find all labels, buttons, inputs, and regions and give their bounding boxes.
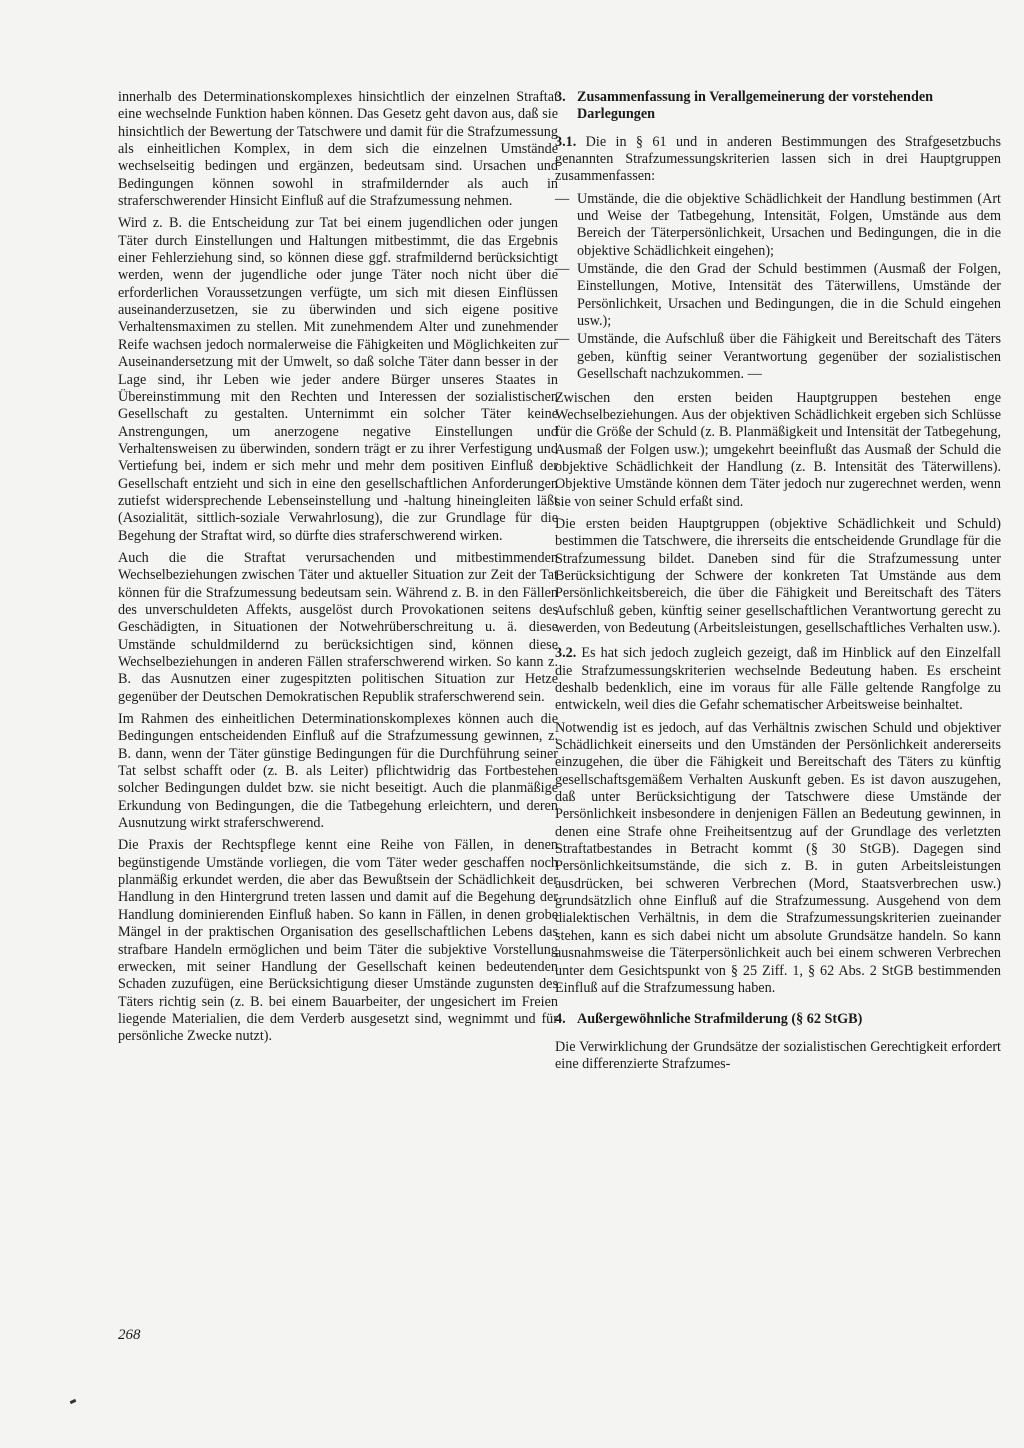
subsection-number: 3.2. xyxy=(555,645,577,662)
section-number: 3. xyxy=(555,89,566,105)
body-paragraph: Wird z. B. die Entscheidung zur Tat bei einem jugendlichen oder jungen Täter durch Einstellungen und Haltungen mitbestimmt, die das Ergebnis einer Fehlerziehung sind, so können diese ggf. strafmildernd berücksichtigt werden, wenn der jugendliche oder junge Täter noch nicht über die erforderlichen Voraussetzungen verfügte, um sich mit diesen Einflüssen auseinanderzusetzen, sie zu überwinden und sich eigene positive Verhaltensmaximen zu stellen. Mit zunehmendem Alter und zunehmender Reife wachsen jedoch normalerweise die Fähigkeiten und Möglichkeiten zur Auseinandersetzung mit der Umwelt, so daß solche Täter dann besser in der Lage sind, ihr Leben wie jeder andere Bürger unseres Staates in Übereinstimmung mit den Rechten und Interessen der sozialistischen Gesellschaft zu gestalten. Unternimmt ein solcher Täter keine Anstrengungen, um anerzogene negative Einstellungen und Verhaltensweisen zu überwinden, sondern trägt er zu ihrer Verfestigung und Vertiefung bei, indem er sich mehr und mehr dem positiven Einfluß der Gesellschaft entzieht und sich in eine den gesellschaftlichen Anforderungen zutiefst widersprechende Lebenseinstellung und -haltung hineingleiten läßt (Asozialität, sittlich-soziale Verwahrlosung), die zur Grundlage für die Begehung der Straftat wird, so dürfte dies straferschwerend wirken. xyxy=(118,215,558,544)
body-paragraph: Die Verwirklichung der Grundsätze der sozialistischen Gerechtigkeit erfordert eine differenzierte Strafzumes- xyxy=(555,1038,1001,1072)
list-item xyxy=(555,191,1001,260)
section-title: Zusammenfassung in Verallgemeinerung der vorstehenden Darlegungen xyxy=(577,89,934,123)
list-item-text: Umstände, die den Grad der Schuld bestimmen (Ausmaß der Folgen, Einstellungen, Motive, Intensität des Täterwillens, Umstände der Persönlichkeit, Ursachen und Bedingungen, die in die Schuld eingehen usw.); xyxy=(577,261,1001,330)
body-paragraph: Zwischen den ersten beiden Hauptgruppen bestehen enge Wechselbeziehungen. Aus der objektiven Schädlichkeit ergeben sich Schlüsse für die Größe der Schuld (z. B. Planmäßigkeit und Intensität der Tatbegehung, Ausmaß der Folgen usw.); umgekehrt beeinflußt das Ausmaß der Schuld die objektive Schädlichkeit der Handlung (z. B. Intensität des Täterwillens). Objektive Umstände können dem Täter jedoch nur zugerechnet werden, wenn sie von seiner Schuld erfaßt sind. xyxy=(555,389,1001,510)
subsection-text: Es hat sich jedoch zugleich gezeigt, daß im Hinblick auf den Einzelfall die Strafzumessungskriterien wechselnde Bedeutung haben. Es erscheint deshalb bedenklich, eine im voraus für alle Fälle geltende Rangfolge zu entwickeln, weil dies die Gefahr schematischer Arbeitsweise beinhaltet. xyxy=(555,645,1001,714)
section-heading-3 xyxy=(555,89,1001,124)
body-paragraph: Auch die die Straftat verursachenden und mitbestimmenden Wechselbeziehungen zwischen Täter und aktueller Situation zur Zeit der Tat können für die Strafzumessung bedeutsam sein. Während z. B. in den Fällen des unverschuldeten Affekts, ausgelöst durch Provokationen seitens des Geschädigten, in Situationen der Notwehrüberschreitung u. ä. diese Umstände schuldmildernd zu berücksichtigen sind, können diese Wechselbeziehungen in anderen Fällen straferschwerend wirken. So kann z. B. das Ausnutzen einer zugespitzten politischen Situation zur Hetze gegenüber der Deutschen Demokratischen Republik straferschwerend sein. xyxy=(118,549,558,705)
subsection-3-2 xyxy=(555,645,1001,714)
body-paragraph: Notwendig ist es jedoch, auf das Verhältnis zwischen Schuld und objektiver Schädlichkeit einerseits und den Umständen der Persönlichkeit andererseits einzugehen, die über die Fähigkeit und Bereitschaft des Täters zu künftig gesellschaftsgemäßem Verhalten Auskunft geben. Es ist davon auszugehen, daß unter Berücksichtigung der Tatschwere diese Umstände der Persönlichkeit insbesondere in denjenigen Fällen an Bedeutung gewinnen, in denen eine Strafe ohne Freiheitsentzug auf der Grundlage des verletzten Straftatbestandes in Betracht kommt (§ 30 StGB). Dagegen sind Persönlichkeitsumstände, die sich z. B. in guten Arbeitsleistungen ausdrücken, bei schweren Verbrechen (Mord, Staatsverbrechen usw.) grundsätzlich ohne Einfluß auf die Strafzumessung. Ausgehend von dem dialektischen Verhältnis, in dem die Strafzumessungskriterien zueinander stehen, kann es sich dabei nicht um absolute Grundsätze handeln. So kann ausnahmsweise die Täterpersönlichkeit auch bei einem schweren Verbrechen unter dem Gesichtspunkt von § 25 Ziff. 1, § 62 Abs. 2 StGB bestimmenden Einfluß auf die Strafzumessung haben. xyxy=(555,719,1001,996)
section-title: Außergewöhnliche Strafmilderung (§ 62 StGB) xyxy=(577,1011,863,1028)
body-paragraph: innerhalb des Determinationskomplexes hinsichtlich der einzelnen Straftat eine wechselnde Funktion haben können. Das Gesetz geht davon aus, daß sie hinsichtlich der Bewertung der Tatschwere und damit für die Strafzumessung als einheitlichen Komplex, in dem sich die einzelnen Umstände wechselseitig bedingen und ergänzen, bedeutsam sind. Ursachen und Bedingungen können sowohl in strafmildernder als auch in straferschwerender Hinsicht Einfluß auf die Strafzumessung nehmen. xyxy=(118,89,558,210)
body-paragraph: Die ersten beiden Hauptgruppen (objektive Schädlichkeit und Schuld) bestimmen die Tatschwere, die ihrerseits die entscheidende Grundlage für die Strafzumessung bildet. Daneben sind für die Strafzumessung unter Berücksichtigung der Schwere der konkreten Tat Umstände aus dem Persönlichkeitsbereich, die über die Fähigkeit und Bereitschaft des Täters Aufschluß geben, künftig seiner gesellschaftlichen Verantwortung gerecht zu werden, von Bedeutung (Arbeitsleistungen, gesellschaftliches Verhalten usw.). xyxy=(555,515,1001,636)
dash-bullet: — xyxy=(555,331,570,348)
criteria-list xyxy=(555,191,1001,384)
subsection-number: 3.1. xyxy=(555,133,577,150)
scan-speck xyxy=(70,1399,77,1404)
subsection-text: Die in § 61 und in anderen Bestimmungen des Strafgesetzbuchs genannten Strafzumessungskriterien lassen sich in drei Hauptgruppen zusammenfassen: xyxy=(555,133,1001,185)
list-item-text: Umstände, die Aufschluß über die Fähigkeit und Bereitschaft des Täters geben, künftig seiner Verantwortung gegenüber der sozialistischen Gesellschaft nachzukommen. — xyxy=(577,331,1001,383)
body-paragraph: Die Praxis der Rechtspflege kennt eine Reihe von Fällen, in denen begünstigende Umstände vorliegen, die vom Täter weder geschaffen noch planmäßig erkundet werden, die aber das Bewußtsein der Schädlichkeit der Handlung in den Hintergrund treten lassen und damit auf die Begehung der Handlung dominierenden Einfluß haben. So kann in Fällen, in denen grobe Mängel in der praktischen Organisation des gesellschaftlichen Lebens das strafbare Handeln ermöglichen und beim Täter die subjektive Vorstellung erwecken, mit seiner Handlung der Gesellschaft keinen bedeutenden Schaden zuzufügen, eine Berücksichtigung dieser Umstände zugunsten des Täters richtig sein (z. B. bei einem Bauarbeiter, der ungesichert im Freien liegende Materialien, die dem Verderb ausgesetzt sind, wegnimmt und für persönliche Zwecke nutzt). xyxy=(118,837,558,1045)
list-item xyxy=(555,331,1001,383)
dash-bullet: — xyxy=(555,261,570,278)
list-item xyxy=(555,261,1001,330)
page-number: 268 xyxy=(118,1327,141,1343)
section-heading-4 xyxy=(555,1011,1001,1028)
subsection-3-1 xyxy=(555,134,1001,186)
section-number: 4. xyxy=(555,1011,566,1028)
right-column xyxy=(555,89,1001,1078)
body-paragraph: Im Rahmen des einheitlichen Determinationskomplexes können auch die Bedingungen entscheidenden Einfluß auf die Strafzumessung gewinnen, z. B. dann, wenn der Täter günstige Bedingungen für die Durchführung seiner Tat selbst schafft oder (z. B. als Leiter) pflichtwidrig das Fortbestehen solcher Bedingungen duldet bzw. sie nicht beseitigt. Auch die planmäßige Erkundung von Bedingungen, die die Tatbegehung erleichtern, und deren Ausnutzung wirkt straferschwerend. xyxy=(118,711,558,832)
list-item-text: Umstände, die die objektive Schädlichkeit der Handlung bestimmen (Art und Weise der Tatbegehung, Intensität, Folgen, Umstände aus dem Bereich der Täterpersönlichkeit, Ursachen und Bedingungen, die in die objektive Schädlichkeit eingehen); xyxy=(577,190,1001,259)
left-column xyxy=(118,89,558,1051)
dash-bullet: — xyxy=(555,190,570,207)
